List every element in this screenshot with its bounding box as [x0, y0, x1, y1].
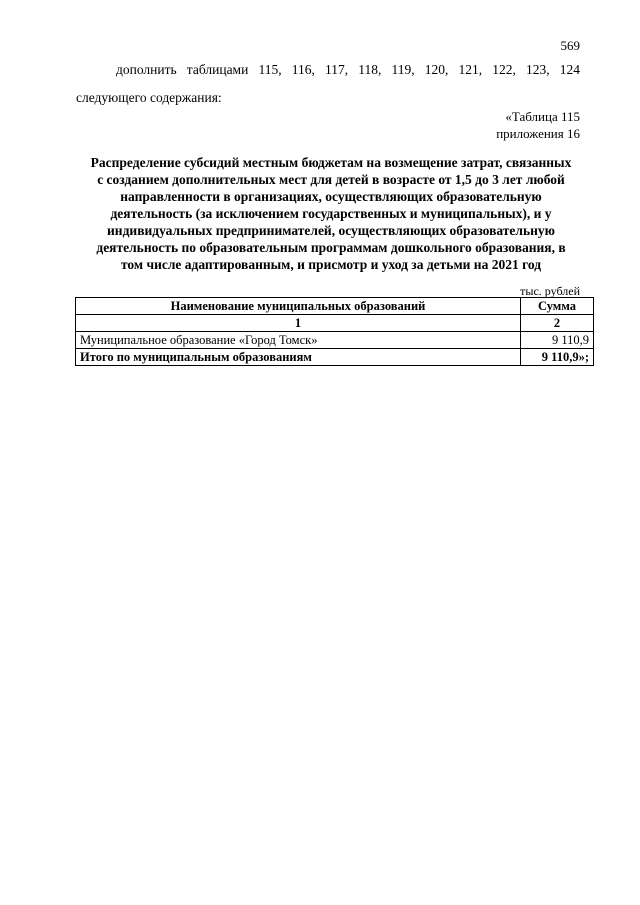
table-header-row — [76, 298, 594, 315]
title-line: деятельность (за исключением государственных и муниципальных), и у — [110, 206, 552, 221]
subsidy-table — [75, 297, 594, 366]
intro-text-line-2: следующего содержания: — [76, 90, 222, 105]
title-line: деятельность по образовательным программам дошкольного образования, в — [96, 240, 566, 255]
title-line: индивидуальных предпринимателей, осуществляющих образовательную — [107, 223, 555, 238]
header-municipality: Наименование муниципальных образований — [76, 298, 521, 315]
units-label: тыс. рублей — [520, 284, 580, 298]
header-amount: Сумма — [521, 298, 594, 315]
title-line: направленности в организациях, осуществляющих образовательную — [120, 189, 542, 204]
title-line: том числе адаптированным, и присмотр и уход за детьми на 2021 год — [120, 257, 542, 272]
table-row — [76, 332, 594, 349]
title-line: с созданием дополнительных мест для детей в возрасте от 1,5 до 3 лет любой — [97, 172, 565, 187]
document-title — [72, 154, 590, 273]
table-reference-appendix: приложения 16 — [496, 126, 580, 141]
title-line: Распределение субсидий местным бюджетам на возмещение затрат, связанных — [90, 155, 572, 170]
total-row — [76, 349, 594, 366]
table-reference — [496, 108, 580, 142]
column-number-1: 1 — [76, 315, 521, 332]
municipality-name-cell: Муниципальное образование «Город Томск» — [76, 332, 521, 349]
amount-cell: 9 110,9 — [521, 332, 594, 349]
intro-text-line-1: дополнить таблицами 115, 116, 117, 118, 119, 120, 121, 122, 123, 124 — [116, 62, 580, 77]
total-label-cell: Итого по муниципальным образованиям — [76, 349, 521, 366]
column-number-2: 2 — [521, 315, 594, 332]
column-number-row — [76, 315, 594, 332]
total-amount-cell: 9 110,9»; — [521, 349, 594, 366]
table-reference-number: «Таблица 115 — [505, 109, 580, 124]
page-number: 569 — [560, 38, 580, 53]
